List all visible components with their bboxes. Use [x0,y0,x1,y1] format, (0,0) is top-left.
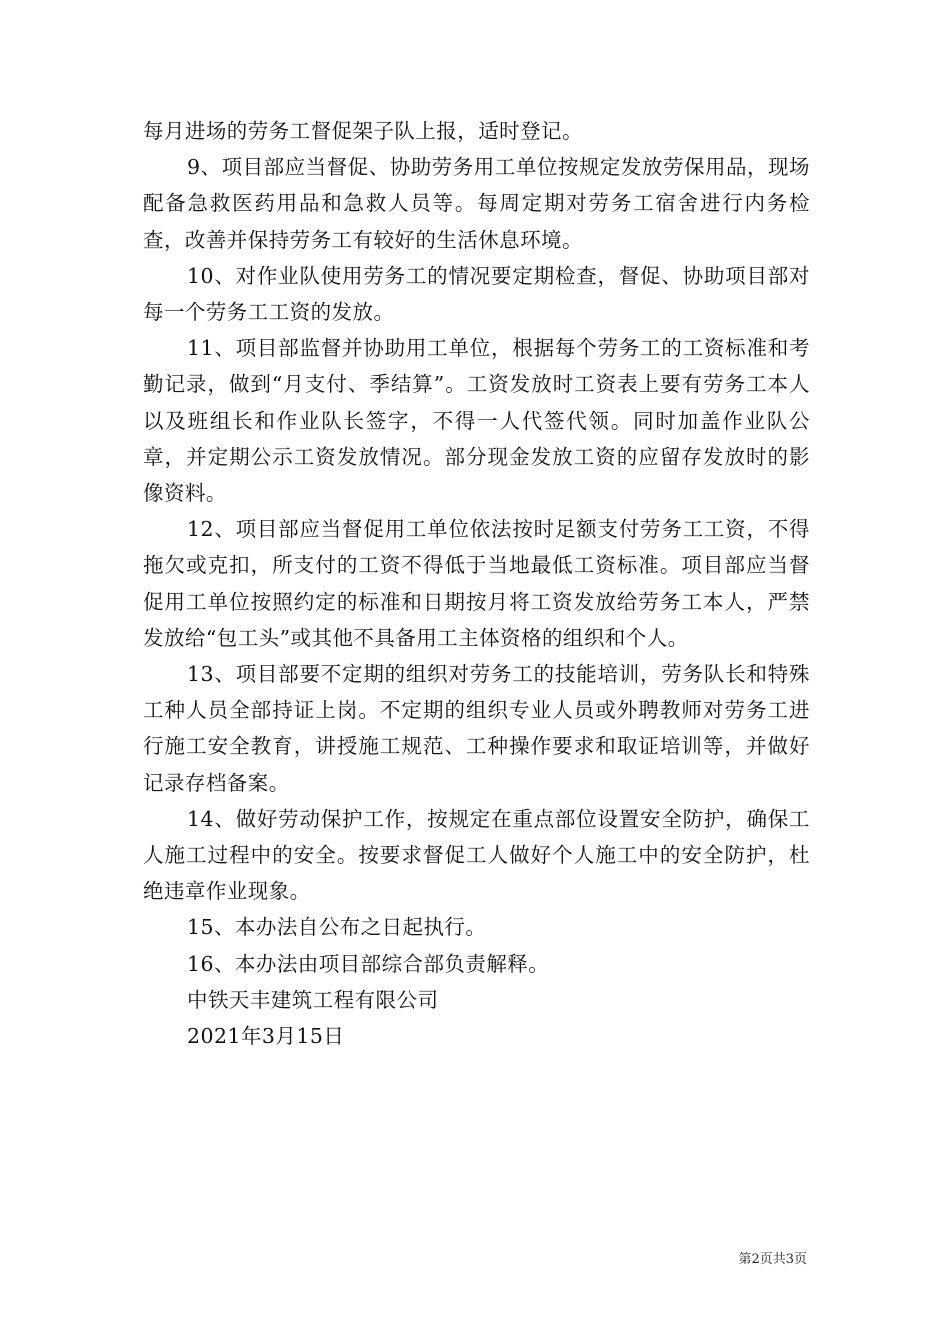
paragraph-item-9: 9、项目部应当督促、协助劳务用工单位按规定发放劳保用品，现场配备急救医药用品和急救人员等。每周定期对劳务工宿舍进行内务检查，改善并保持劳务工有较好的生活休息环境。 [143,155,810,252]
page-number-footer: 第2页共3页 [738,1252,807,1267]
paragraph-item-14: 14、做好劳动保护工作，按规定在重点部位设置安全防护，确保工人施工过程中的安全。按要求督促工人做好个人施工中的安全防护，杜绝违章作业现象。 [143,806,810,904]
document-body [143,113,810,1054]
paragraph-item-13: 13、项目部要不定期的组织对劳务工的技能培训，劳务队长和特殊工种人员全部持证上岗。不定期的组织专业人员或外聘教师对劳务工进行施工安全教育，讲授施工规范、工种操作要求和取证培训等，并做好记录存档备案。 [143,662,810,795]
paragraph-item-15: 15、本办法自公布之日起执行。 [187,915,487,940]
paragraph-item-11: 11、项目部监督并协助用工单位，根据每个劳务工的工资标准和考勤记录，做到“月支付、季结算”。工资发放时工资表上要有劳务工本人以及班组长和作业队长签字，不得一人代签代领。同时加盖作业队公章，并定期公示工资发放情况。部分现金发放工资的应留存发放时的影像资料。 [143,336,810,506]
paragraph-item-16: 16、本办法由项目部综合部负责解释。 [187,951,550,976]
paragraph-continuation: 每月进场的劳务工督促架子队上报，适时登记。 [143,119,583,143]
company-name: 中铁天丰建筑工程有限公司 [187,987,439,1012]
document-date: 2021年3月15日 [187,1024,345,1049]
paragraph-item-12: 12、项目部应当督促用工单位依法按时足额支付劳务工工资，不得拖欠或克扣，所支付的工资不得低于当地最低工资标准。项目部应当督促用工单位按照约定的标准和日期按月将工资发放给劳务工本人，严禁发放给“包工头”或其他不具备用工主体资格的组织和个人。 [143,517,810,650]
paragraph-item-10: 10、对作业队使用劳务工的情况要定期检查，督促、协助项目部对每一个劳务工工资的发放。 [143,263,810,325]
